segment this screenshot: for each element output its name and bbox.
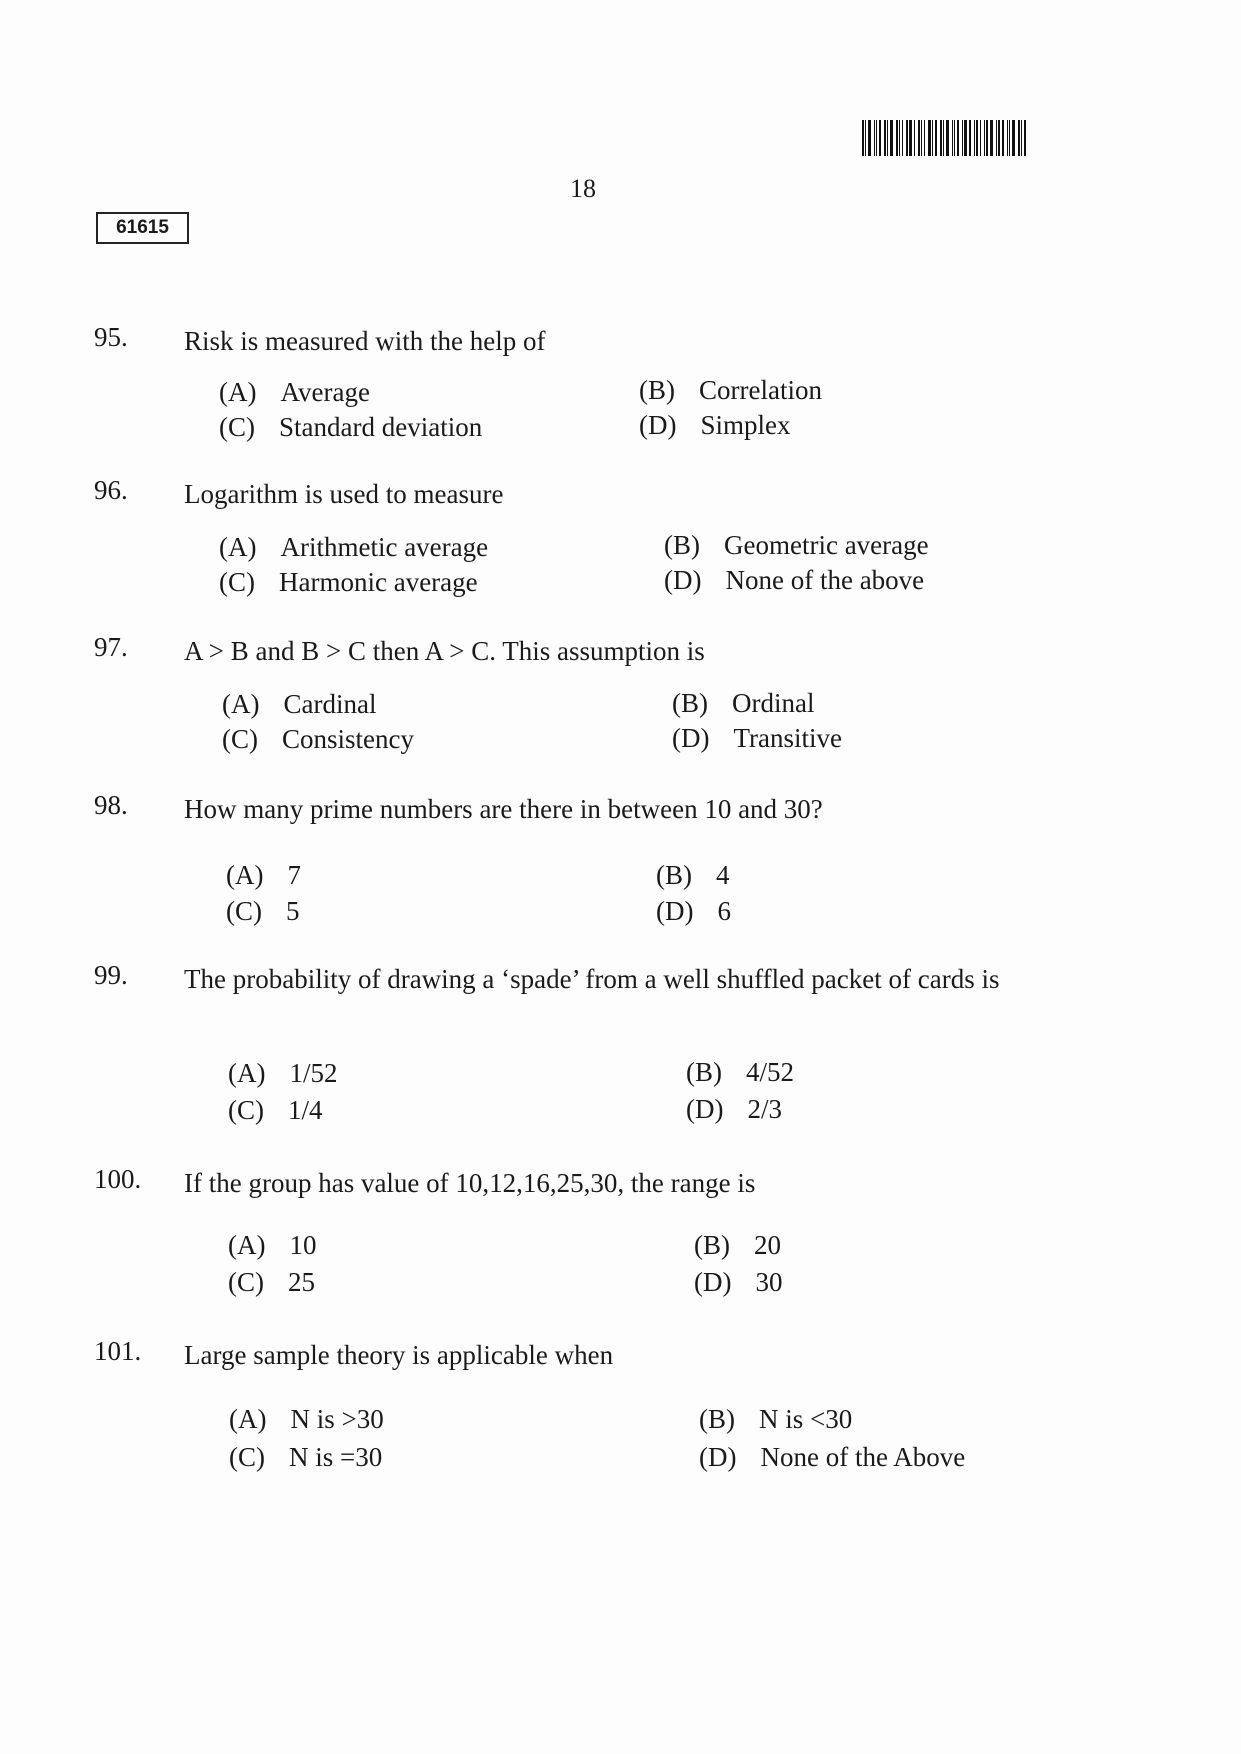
option-text: 10 — [289, 1230, 317, 1260]
option-text: 5 — [286, 896, 300, 926]
barcode-bar — [962, 120, 963, 156]
barcode-bar — [865, 120, 866, 156]
option-label: (A) — [228, 1058, 266, 1088]
option-text: 20 — [754, 1230, 781, 1260]
option-text: N is =30 — [289, 1442, 383, 1472]
option-label: (C) — [219, 567, 255, 597]
option-label: (B) — [699, 1404, 735, 1434]
page-number: 18 — [570, 174, 596, 203]
barcode — [862, 120, 1037, 156]
question-text: How many prime numbers are there in between 10 and 30? — [184, 794, 823, 824]
option-c — [219, 567, 478, 598]
option-c — [229, 1442, 382, 1473]
option-label: (D) — [686, 1094, 724, 1124]
barcode-bar — [1009, 120, 1010, 156]
barcode-bar — [909, 120, 912, 156]
barcode-bar — [932, 120, 933, 156]
option-label: (C) — [219, 412, 255, 442]
option-a — [222, 689, 376, 720]
barcode-bar — [879, 120, 881, 156]
option-a — [219, 532, 488, 563]
barcode-bar — [868, 120, 871, 156]
option-label: (D) — [694, 1267, 732, 1297]
barcode-bar — [1007, 120, 1008, 156]
option-text: Transitive — [733, 723, 842, 753]
barcode-bar — [996, 120, 997, 156]
barcode-bar — [899, 120, 900, 156]
barcode-bar — [974, 120, 975, 156]
option-a — [228, 1058, 338, 1089]
question-number: 96. — [94, 475, 128, 505]
option-b — [664, 530, 929, 561]
option-text: Consistency — [282, 724, 414, 754]
option-b — [686, 1057, 794, 1088]
barcode-bar — [914, 120, 915, 156]
option-label: (B) — [664, 530, 700, 560]
barcode-bar — [969, 120, 971, 156]
option-text: Ordinal — [732, 688, 815, 718]
option-a — [228, 1230, 316, 1261]
barcode-bar — [928, 120, 931, 156]
barcode-bar — [906, 120, 908, 156]
option-label: (C) — [226, 896, 262, 926]
question-number: 100. — [94, 1164, 142, 1194]
barcode-bar — [874, 120, 875, 156]
barcode-bar — [980, 120, 981, 156]
question-number: 97. — [94, 632, 128, 662]
option-label: (A) — [229, 1404, 267, 1434]
barcode-bar — [902, 120, 903, 156]
option-label: (C) — [228, 1095, 264, 1125]
option-b — [656, 860, 730, 891]
option-a — [219, 377, 370, 408]
option-text: Arithmetic average — [280, 532, 489, 562]
option-c — [222, 724, 414, 755]
barcode-bar — [896, 120, 898, 156]
question-number: 99. — [94, 960, 128, 990]
question-number: 98. — [94, 790, 128, 820]
option-text: 4/52 — [746, 1057, 795, 1087]
option-label: (A) — [226, 860, 264, 890]
barcode-bar — [957, 120, 959, 156]
barcode-bar — [946, 120, 949, 156]
barcode-bar — [976, 120, 978, 156]
option-label: (B) — [694, 1230, 730, 1260]
option-label: (A) — [228, 1230, 266, 1260]
question-text: The probability of drawing a ‘spade’ from a well shuffled packet of cards is — [184, 964, 1000, 994]
barcode-bar — [935, 120, 937, 156]
option-d — [672, 723, 842, 754]
barcode-bar — [876, 120, 877, 156]
option-a — [226, 860, 301, 891]
barcode-bar — [884, 120, 886, 156]
option-b — [694, 1230, 781, 1261]
option-text: 25 — [288, 1267, 315, 1297]
option-label: (D) — [664, 565, 702, 595]
option-label: (C) — [222, 724, 258, 754]
option-text: Harmonic average — [279, 567, 478, 597]
option-label: (D) — [656, 896, 694, 926]
barcode-bar — [862, 120, 864, 156]
question-text: If the group has value of 10,12,16,25,30, the range is — [184, 1168, 756, 1198]
option-text: Average — [280, 377, 370, 407]
option-label: (B) — [672, 688, 708, 718]
barcode-bar — [954, 120, 955, 156]
option-text: 1/4 — [288, 1095, 323, 1125]
barcode-bar — [1002, 120, 1004, 156]
barcode-bar — [998, 120, 1000, 156]
option-d — [656, 896, 731, 927]
question-number: 101. — [94, 1336, 142, 1366]
option-label: (A) — [222, 689, 260, 719]
barcode-bar — [952, 120, 953, 156]
option-text: 4 — [716, 860, 730, 890]
option-label: (B) — [639, 375, 675, 405]
question-number: 95. — [94, 322, 128, 352]
option-c — [226, 896, 300, 927]
option-text: N is <30 — [759, 1404, 853, 1434]
option-text: 7 — [287, 860, 301, 890]
option-label: (C) — [228, 1267, 264, 1297]
barcode-bar — [964, 120, 967, 156]
barcode-bar — [986, 120, 988, 156]
option-c — [228, 1267, 315, 1298]
option-label: (B) — [656, 860, 692, 890]
option-text: None of the above — [725, 565, 925, 595]
option-a — [229, 1404, 384, 1435]
option-label: (D) — [672, 723, 710, 753]
barcode-bar — [1012, 120, 1015, 156]
option-label: (C) — [229, 1442, 265, 1472]
option-c — [228, 1095, 323, 1126]
option-label: (B) — [686, 1057, 722, 1087]
option-d — [699, 1442, 965, 1473]
option-text: Correlation — [699, 375, 822, 405]
question-text: Large sample theory is applicable when — [184, 1340, 614, 1370]
option-label: (D) — [639, 410, 677, 440]
option-text: 30 — [755, 1267, 783, 1297]
barcode-bar — [984, 120, 985, 156]
option-text: 6 — [717, 896, 731, 926]
barcode-bar — [887, 120, 888, 156]
option-d — [664, 565, 924, 596]
option-b — [672, 688, 814, 719]
option-text: Cardinal — [283, 689, 377, 719]
barcode-bar — [940, 120, 942, 156]
option-b — [639, 375, 822, 406]
option-text: 1/52 — [289, 1058, 338, 1088]
barcode-bar — [924, 120, 925, 156]
option-text: 2/3 — [747, 1094, 782, 1124]
question-text: Risk is measured with the help of — [184, 326, 546, 356]
barcode-bar — [990, 120, 993, 156]
option-text: N is >30 — [290, 1404, 384, 1434]
barcode-bar — [890, 120, 893, 156]
question-text: A > B and B > C then A > C. This assumption is — [184, 636, 705, 666]
option-d — [694, 1267, 782, 1298]
option-text: Geometric average — [724, 530, 929, 560]
paper-code-box: 61615 — [96, 212, 189, 244]
option-text: Standard deviation — [279, 412, 483, 442]
barcode-bar — [1024, 120, 1026, 156]
option-b — [699, 1404, 852, 1435]
option-label: (A) — [219, 377, 257, 407]
option-text: Simplex — [700, 410, 791, 440]
barcode-bar — [921, 120, 922, 156]
barcode-bar — [1018, 120, 1020, 156]
option-text: None of the Above — [760, 1442, 966, 1472]
option-label: (A) — [219, 532, 257, 562]
barcode-bar — [943, 120, 944, 156]
option-label: (D) — [699, 1442, 737, 1472]
option-c — [219, 412, 482, 443]
option-d — [686, 1094, 782, 1125]
barcode-bar — [918, 120, 920, 156]
barcode-bar — [1021, 120, 1022, 156]
question-text: Logarithm is used to measure — [184, 479, 504, 509]
option-d — [639, 410, 791, 441]
